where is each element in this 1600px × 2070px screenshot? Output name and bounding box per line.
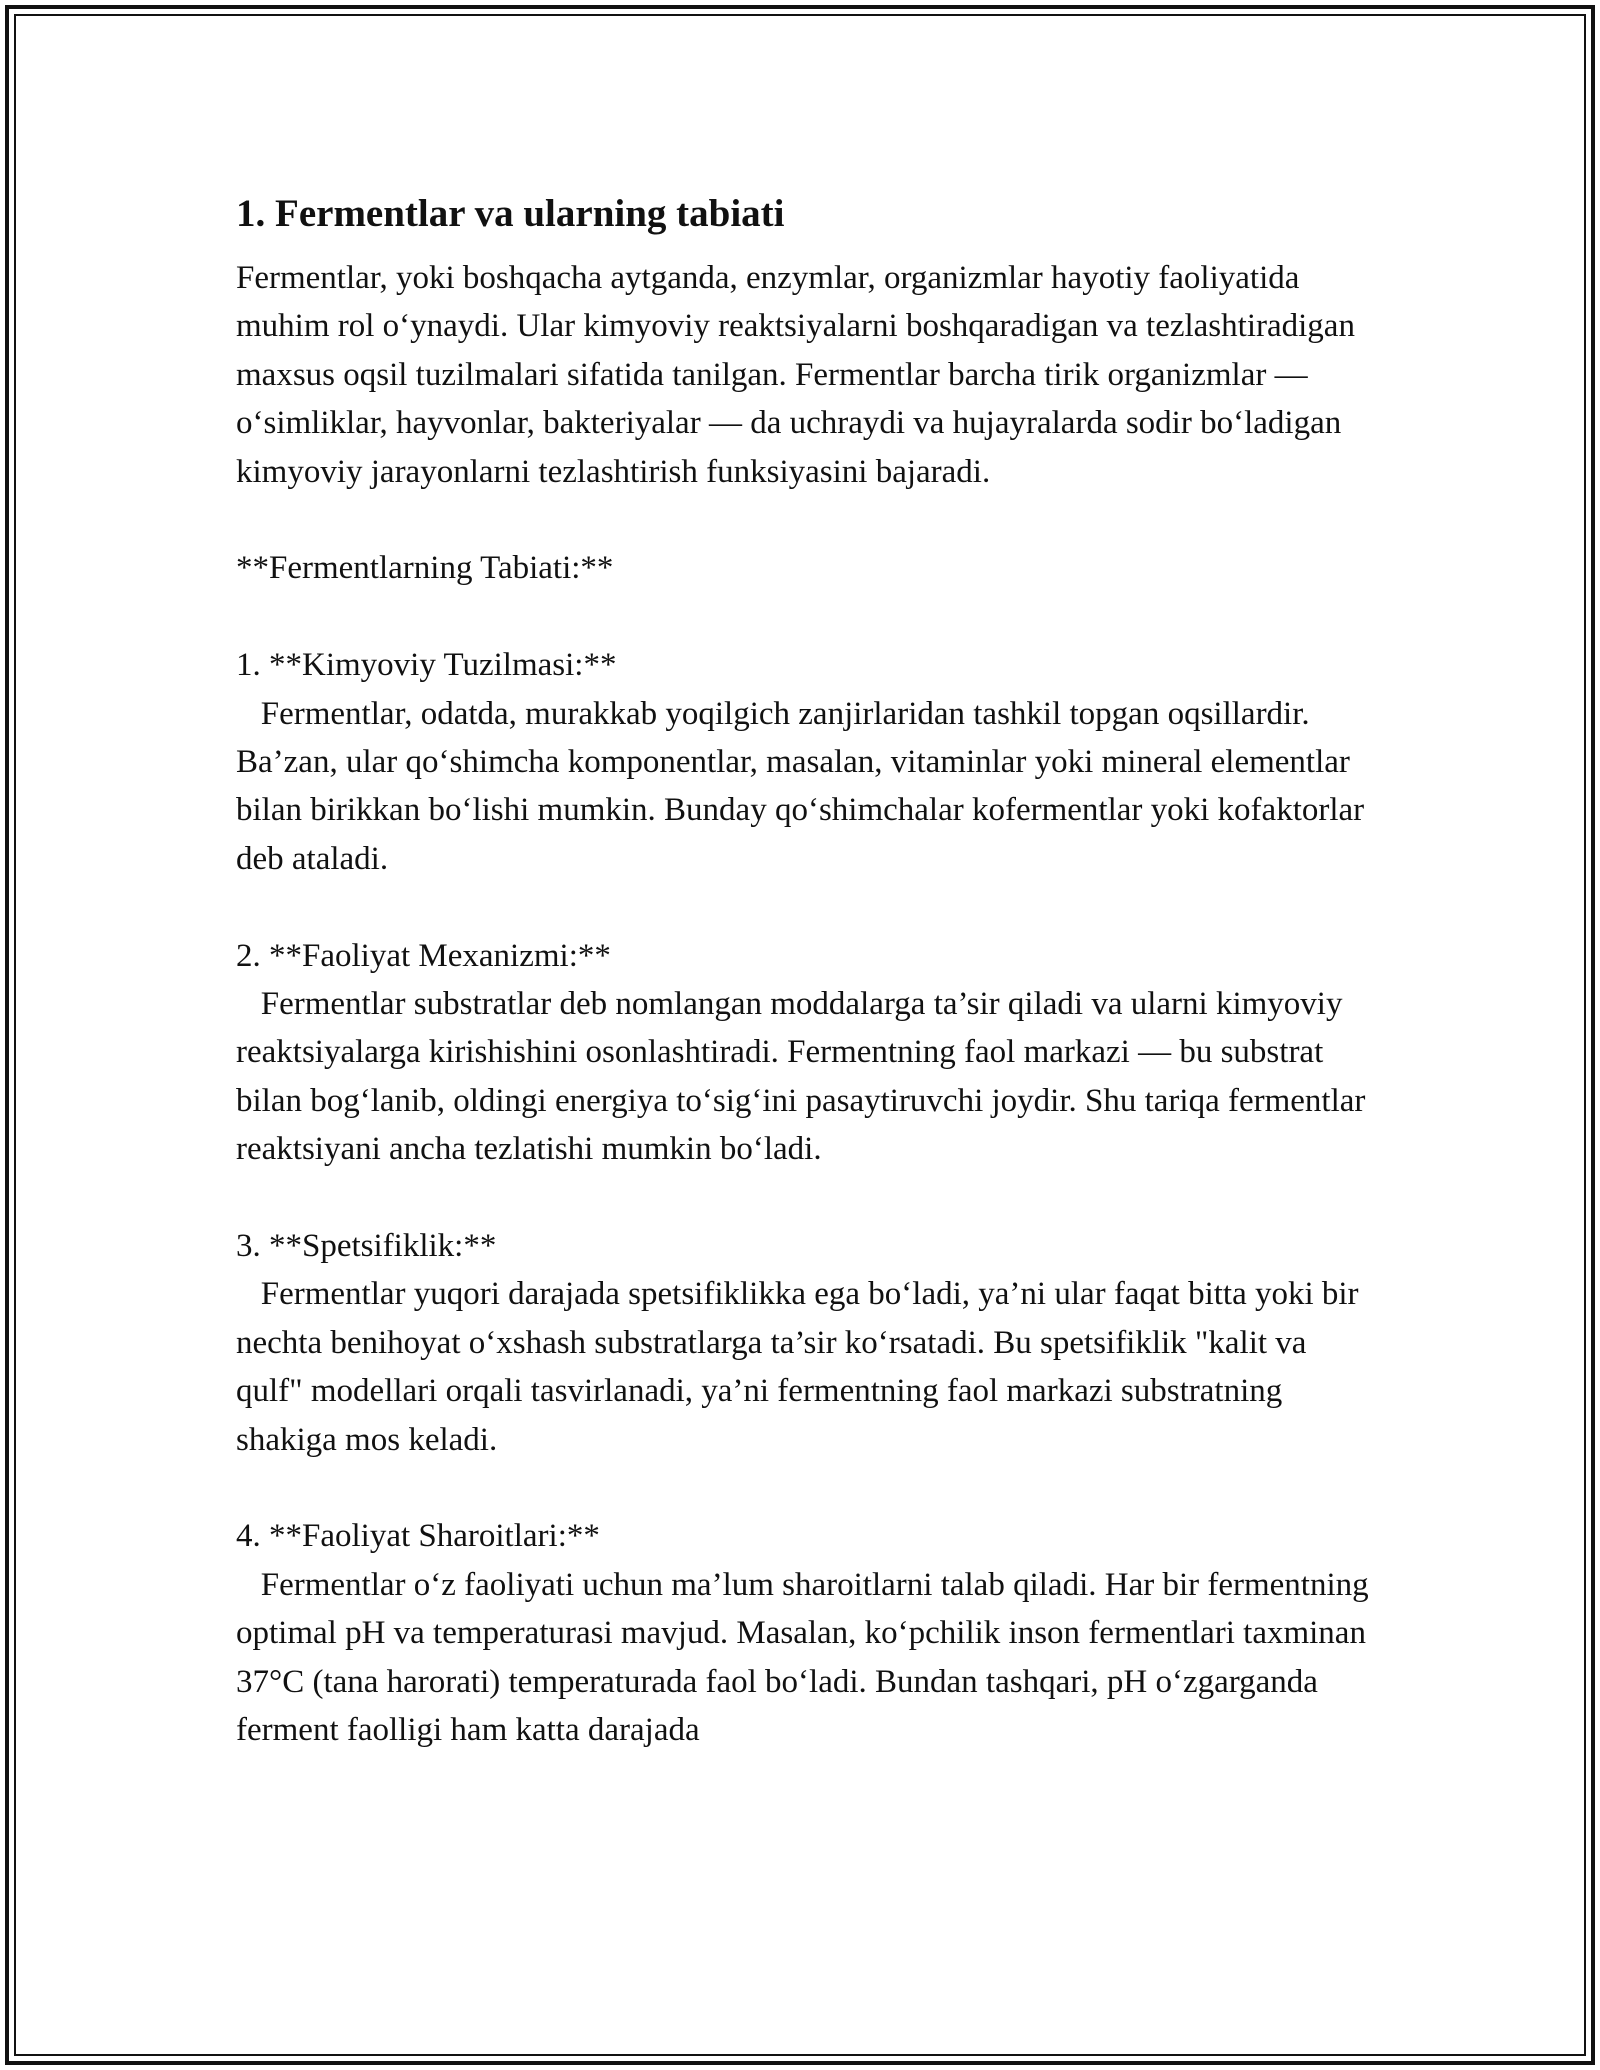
paragraph-spacer: [236, 496, 1376, 544]
list-item: [236, 932, 1376, 1174]
paragraph-spacer: [236, 593, 1376, 641]
list-item-title: 4. **Faoliyat Sharoitlari:**: [236, 1518, 600, 1555]
list-item-title: 2. **Faoliyat Mexanizmi:**: [236, 937, 611, 974]
list-item-text: Fermentlar yuqori darajada spetsifiklikka ega bo‘ladi, ya’ni ular faqat bitta yoki bir nechta benihoyat o‘xshash substratlarga ta’sir ko‘rsatadi. Bu spetsifiklik "kalit va qulf" modellari orqali tasvirlanadi, ya’ni fermentning faol markazi substratning shakiga mos keladi.: [236, 1276, 1367, 1458]
document-body: [236, 186, 1376, 1755]
intro-paragraph: Fermentlar, yoki boshqacha aytganda, enzymlar, organizmlar hayotiy faoliyatida muhim rol o‘ynaydi. Ular kimyoviy reaktsiyalarni boshqaradigan va tezlashtiradigan maxsus oqsil tuzilmalari sifatida tanilgan. Fermentlar barcha tirik organizmlar — o‘simliklar, hayvonlar, bakteriyalar — da uchraydi va hujayralarda sodir bo‘ladigan kimyoviy jarayonlarni tezlashtirish funksiyasini bajaradi.: [236, 260, 1364, 490]
list-item-text: Fermentlar substratlar deb nomlangan moddalarga ta’sir qiladi va ularni kimyoviy reaktsiyalarga kirishishini osonlashtiradi. Fermentning faol markazi — bu substrat bilan bog‘lanib, oldingi energiya to‘sig‘ini pasaytiruvchi joydir. Shu tariqa fermentlar reaktsiyani ancha tezlatishi mumkin bo‘ladi.: [236, 986, 1374, 1168]
paragraph-spacer: [236, 1464, 1376, 1512]
paragraph-spacer: [236, 883, 1376, 931]
list-item-text: Fermentlar, odatda, murakkab yoqilgich zanjirlaridan tashkil topgan oqsillardir. Ba’zan, ular qo‘shimcha komponentlar, masalan, vitaminlar yoki mineral elementlar bilan birikkan bo‘lishi mumkin. Bunday qo‘shimchalar kofermentlar yoki kofaktorlar deb ataladi.: [236, 695, 1373, 877]
list-item-title: 1. **Kimyoviy Tuzilmasi:**: [236, 647, 617, 684]
paragraph-spacer: [236, 1174, 1376, 1222]
list-item: [236, 641, 1376, 883]
list-item-text: Fermentlar o‘z faoliyati uchun ma’lum sharoitlarni talab qiladi. Har bir fermentning optimal pH va temperaturasi mavjud. Masalan, ko‘pchilik inson fermentlari taxminan 37°C (tana harorati) temperaturada faol bo‘ladi. Bundan tashqari, pH o‘zgarganda ferment faolligi ham katta darajada: [236, 1566, 1377, 1749]
section-heading: 1. Fermentlar va ularning tabiati: [236, 192, 785, 235]
list-item-title: 3. **Spetsifiklik:**: [236, 1228, 497, 1265]
list-item: [236, 1222, 1376, 1464]
list-item: [236, 1512, 1376, 1754]
subheading-text: **Fermentlarning Tabiati:**: [236, 550, 614, 587]
